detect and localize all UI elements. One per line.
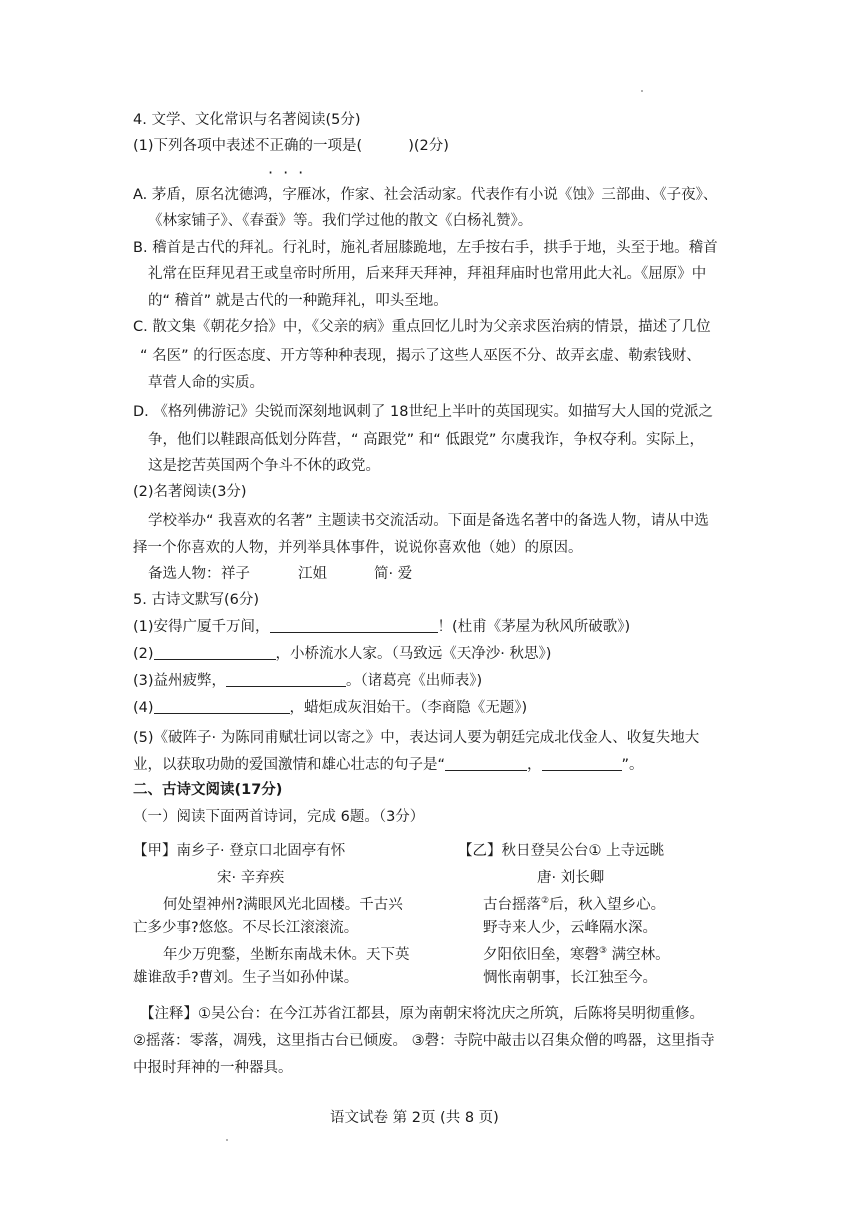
q5-line-5b: 业，以获取功勋的爱国激情和雄心壮志的句子是“ ， ”。 xyxy=(133,757,644,773)
option-b-line-3: 的“ 稽首” 就是古代的一种跪拜礼，叩头至地。 xyxy=(148,293,448,309)
q5-line-1: (1)安得广厦千万间， ！(杜甫《茅屋为秋风所破歌》) xyxy=(133,619,631,635)
option-d-line-1: D. 《格列佛游记》尖锐而深刻地讽刺了 18世纪上半叶的英国现实。如描写大人国的党派之 xyxy=(133,404,713,420)
answer-blank[interactable] xyxy=(226,671,346,687)
scan-speck xyxy=(226,1139,228,1141)
option-a-line-2: 《林家铺子》、《春蚕》等。我们学过他的散文《白杨礼赞》。 xyxy=(148,213,533,229)
q4-part2-title: (2)名著阅读(3分) xyxy=(133,484,247,500)
answer-blank[interactable] xyxy=(154,698,290,714)
poem-jia-author: 宋· 辛弃疾 xyxy=(217,870,285,886)
q4-title: 4. 文学、文化常识与名著阅读(5分) xyxy=(133,112,361,128)
poem-yi-title: 【乙】秋日登吴公台① 上寺远眺 xyxy=(458,843,665,859)
answer-blank[interactable] xyxy=(542,755,622,771)
page-footer: 语文试卷 第 2页 (共 8 页) xyxy=(330,1110,499,1126)
q4-part2-text-1: 学校举办“ 我喜欢的名著” 主题读书交流活动。下面是备选名著中的备选人物，请从中选 xyxy=(148,513,709,529)
option-d-line-2: 争，他们以鞋跟高低划分阵营，“ 高跟党” 和“ 低跟党” 尔虞我诈，争权夺利。实际上， xyxy=(148,432,704,448)
poem-jia-line-2: 亡多少事?悠悠。不尽长江滚滚流。 xyxy=(133,920,359,936)
option-b-line-2: 礼常在臣拜见君王或皇帝时所用，后来拜天拜神，拜祖拜庙时也常用此大礼。《屈原》中 xyxy=(148,266,707,282)
poem-yi-line-4: 惆怅南朝事，长江独至今。 xyxy=(483,970,657,986)
scan-speck xyxy=(641,90,643,92)
q5-line-2: (2) ，小桥流水人家。（马致远《天净沙· 秋思》) xyxy=(133,646,552,662)
q4-part2-text-2: 择一个你喜欢的人物，并列举具体事件，说说你喜欢他（她）的原因。 xyxy=(133,540,583,556)
section2-sub1: （一）阅读下面两首诗词，完成 6题。（3分） xyxy=(133,809,425,825)
q5-line-4: (4) ，蜡炬成灰泪始干。（李商隐《无题》) xyxy=(133,700,528,716)
q4-part1-stem: (1)下列各项中表述不正确的一项是( )(2分) xyxy=(133,138,449,154)
option-c-line-2: “ 名医” 的行医态度、开方等种种表现，揭示了这些人巫医不分、故弄玄虚、勒索钱财、 xyxy=(140,348,701,364)
option-d-line-3: 这是挖苦英国两个争斗不休的政党。 xyxy=(148,458,380,474)
answer-blank[interactable] xyxy=(154,644,276,660)
q5-line-5a: (5)《破阵子· 为陈同甫赋壮词以寄之》中，表达词人要为朝廷完成北伐金人、收复失地大 xyxy=(133,730,700,746)
section2-title: 二、古诗文阅读(17分) xyxy=(133,782,283,798)
emphasis-dots: ··· xyxy=(268,163,314,182)
candidate-name: 江姐 xyxy=(298,566,327,582)
candidate-name: 简· 爱 xyxy=(374,566,413,582)
poem-jia-line-1: 何处望神州?满眼风光北固楼。千古兴 xyxy=(163,897,403,913)
candidate-label: 备选人物： xyxy=(148,566,221,582)
notes-line-1: 【注释】①吴公台：在今江苏省江都县，原为南朝宋将沈庆之所筑，后陈将吴明彻重修。 xyxy=(140,1006,704,1022)
answer-blank[interactable] xyxy=(270,617,438,633)
poem-jia-title: 【甲】南乡子· 登京口北固亭有怀 xyxy=(133,843,346,859)
poem-yi-line-3: 夕阳依旧垒，寒磬③ 满空林。 xyxy=(483,946,670,963)
q5-line-3: (3)益州疲弊， 。（诸葛亮《出师表》) xyxy=(133,673,483,689)
notes-line-3: 中报时拜神的一种器具。 xyxy=(133,1060,293,1076)
candidate-name: 祥子 xyxy=(221,566,250,582)
option-c-line-3: 草菅人命的实质。 xyxy=(148,375,264,391)
option-b-line-1: B. 稽首是古代的拜礼。行礼时，施礼者屈膝跪地，左手按右手，拱手于地，头至于地。稽首 xyxy=(133,240,718,256)
poem-jia-line-4: 雄谁敌手?曹刘。生子当如孙仲谋。 xyxy=(133,970,359,986)
poem-yi-line-2: 野寺来人少，云峰隔水深。 xyxy=(483,920,657,936)
answer-blank[interactable] xyxy=(445,755,527,771)
q5-title: 5. 古诗文默写(6分) xyxy=(133,592,259,608)
poem-yi-line-1: 古台摇落②后，秋入望乡心。 xyxy=(483,896,666,913)
option-c-line-1: C. 散文集《朝花夕拾》中，《父亲的病》重点回忆儿时为父亲求医治病的情景，描述了几位 xyxy=(133,319,711,335)
option-a-line-1: A. 茅盾，原名沈德鸿，字雁冰，作家、社会活动家。代表作有小说《蚀》三部曲、《子夜》、 xyxy=(133,187,718,203)
poem-yi-author: 唐· 刘长卿 xyxy=(537,870,605,886)
notes-line-2: ②摇落：零落，凋残，这里指古台已倾废。 ③磬：寺院中敲击以召集众僧的鸣器，这里指寺 xyxy=(133,1033,715,1049)
poem-jia-line-3: 年少万兜鍪，坐断东南战未休。天下英 xyxy=(163,947,410,963)
